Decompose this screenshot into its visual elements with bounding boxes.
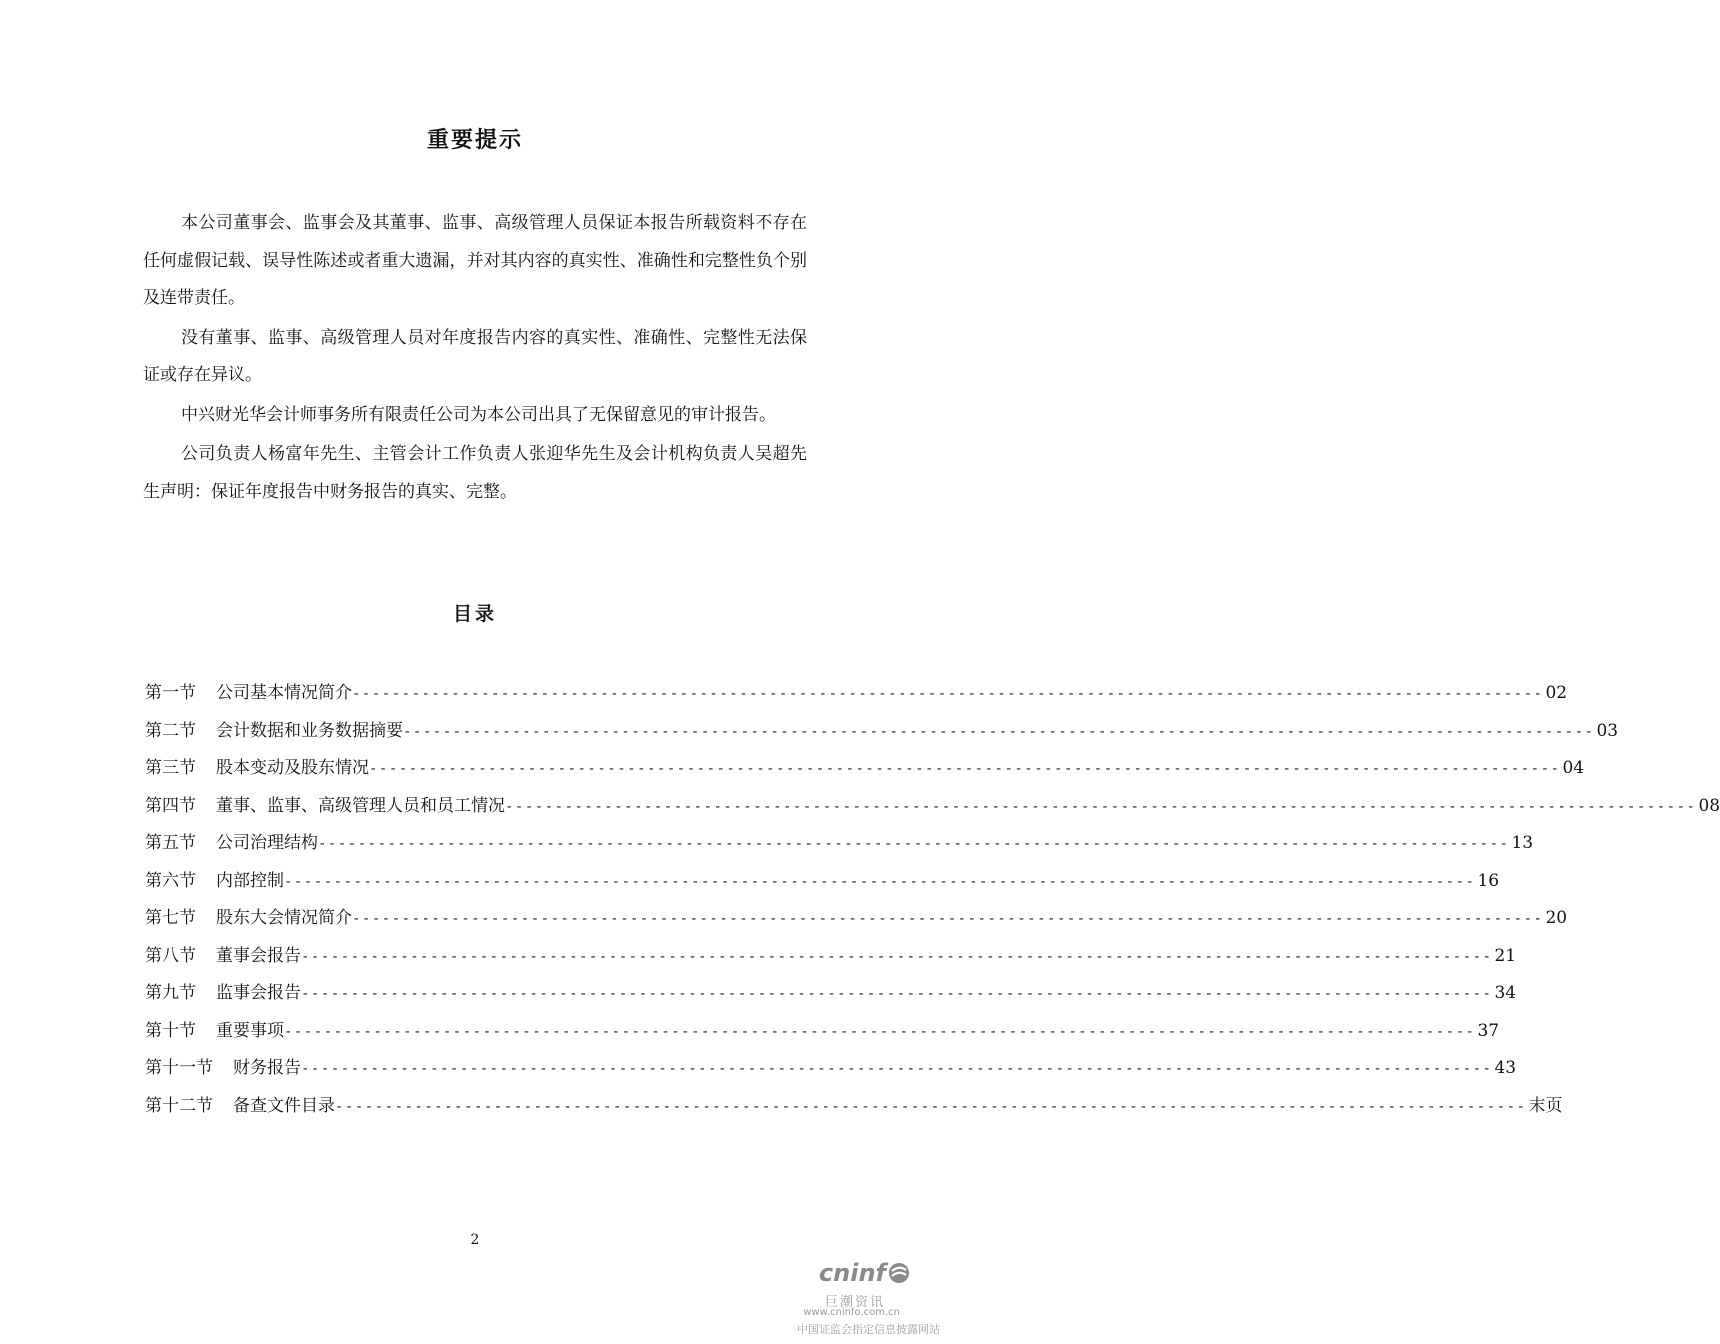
toc-section-name: 公司治理结构: [216, 833, 318, 853]
toc-page-number: 20: [1545, 908, 1568, 928]
toc-section-number: 第五节: [145, 833, 196, 853]
table-of-contents: [145, 681, 1720, 1131]
toc-section-name: 内部控制: [216, 870, 284, 891]
page-number: 2: [470, 1232, 480, 1248]
toc-page-number: 37: [1477, 1020, 1500, 1041]
toc-section-name: 会计数据和业务数据摘要: [216, 720, 403, 741]
toc-leader: ------------------------------------------------------------------------------------------------------------------------: [352, 911, 1544, 927]
toc-page-number: 04: [1562, 758, 1585, 778]
swirl-logo-icon: [888, 1262, 910, 1284]
toc-entry[interactable]: [145, 906, 1568, 944]
toc-section-name: 董事会报告: [216, 945, 301, 966]
toc-section-number: 第四节: [145, 795, 196, 816]
toc-section-name: 财务报告: [233, 1058, 301, 1078]
toc-page-number: 21: [1494, 945, 1517, 966]
toc-leader: ------------------------------------------------------------------------------------------------------------------------: [284, 873, 1476, 890]
toc-entry[interactable]: [145, 869, 1500, 907]
toc-title: 目录: [452, 603, 497, 625]
toc-section-name: 监事会报告: [216, 983, 301, 1003]
toc-section-name: 公司基本情况简介: [216, 683, 352, 703]
toc-entry[interactable]: [145, 681, 1568, 719]
watermark-url: www.cninfo.com.cn: [803, 1307, 900, 1318]
toc-entry[interactable]: [145, 794, 1720, 832]
toc-entry[interactable]: [145, 719, 1619, 757]
toc-leader: ------------------------------------------------------------------------------------------------------------------------: [335, 1098, 1527, 1115]
toc-section-name: 股东大会情况简介: [216, 908, 352, 928]
toc-entry[interactable]: [145, 831, 1534, 869]
notice-paragraph: 没有董事、监事、高级管理人员对年度报告内容的真实性、准确性、完整性无法保证或存在异议。: [143, 327, 807, 385]
toc-section-name: 股本变动及股东情况: [216, 758, 369, 778]
toc-page-number: 末页: [1528, 1095, 1563, 1116]
toc-page-number: 43: [1494, 1058, 1517, 1078]
toc-leader: ------------------------------------------------------------------------------------------------------------------------: [369, 761, 1561, 777]
toc-section-number: 第三节: [145, 758, 196, 778]
toc-page-number: 03: [1596, 720, 1619, 741]
toc-leader: ------------------------------------------------------------------------------------------------------------------------: [301, 1061, 1493, 1077]
cninfo-watermark: [770, 1255, 940, 1337]
toc-page-number: 13: [1511, 833, 1534, 853]
toc-page-number: 34: [1494, 983, 1517, 1003]
notice-body: [143, 205, 807, 513]
notice-paragraph: 本公司董事会、监事会及其董事、监事、高级管理人员保证本报告所载资料不存在任何虚假记载、误导性陈述或者重大遗漏，并对其内容的真实性、准确性和完整性负个别及连带责任。: [143, 213, 807, 308]
toc-leader: ------------------------------------------------------------------------------------------------------------------------: [301, 948, 1493, 965]
toc-section-number: 第八节: [145, 945, 196, 966]
toc-section-number: 第七节: [145, 908, 196, 928]
notice-title: 重要提示: [426, 127, 523, 153]
watermark-tagline: 中国证监会指定信息披露网站: [797, 1323, 940, 1336]
toc-entry[interactable]: [145, 1019, 1500, 1057]
toc-leader: ------------------------------------------------------------------------------------------------------------------------: [301, 986, 1493, 1002]
notice-paragraph: 公司负责人杨富年先生、主管会计工作负责人张迎华先生及会计机构负责人吴超先生声明：保证年度报告中财务报告的真实、完整。: [143, 444, 807, 502]
toc-section-number: 第十节: [145, 1020, 196, 1041]
toc-entry[interactable]: [145, 981, 1517, 1019]
logo-text: cninf: [818, 1259, 886, 1287]
toc-leader: ------------------------------------------------------------------------------------------------------------------------: [318, 836, 1510, 852]
toc-section-number: 第一节: [145, 683, 196, 703]
toc-section-number: 第十一节: [145, 1058, 213, 1078]
toc-entry[interactable]: [145, 1094, 1563, 1132]
toc-section-name: 董事、监事、高级管理人员和员工情况: [216, 795, 505, 816]
toc-section-name: 备查文件目录: [233, 1095, 335, 1116]
watermark-chinese-name: 巨潮资讯: [824, 1295, 885, 1310]
toc-leader: ------------------------------------------------------------------------------------------------------------------------: [284, 1023, 1476, 1040]
toc-section-number: 第六节: [145, 870, 196, 891]
toc-entry[interactable]: [145, 944, 1517, 982]
cninfo-logo: [819, 1259, 910, 1287]
toc-leader: ------------------------------------------------------------------------------------------------------------------------: [352, 686, 1544, 702]
toc-section-number: 第九节: [145, 983, 196, 1003]
toc-leader: ------------------------------------------------------------------------------------------------------------------------: [403, 723, 1595, 740]
toc-leader: ------------------------------------------------------------------------------------------------------------------------: [505, 798, 1697, 815]
toc-page-number: 02: [1545, 683, 1568, 703]
toc-section-name: 重要事项: [216, 1020, 284, 1041]
toc-entry[interactable]: [145, 1056, 1517, 1094]
toc-page-number: 16: [1477, 870, 1500, 891]
toc-page-number: 08: [1698, 795, 1720, 816]
toc-entry[interactable]: [145, 756, 1585, 794]
toc-section-number: 第二节: [145, 720, 196, 741]
notice-paragraph: 中兴财光华会计师事务所有限责任公司为本公司出具了无保留意见的审计报告。: [181, 404, 776, 425]
toc-section-number: 第十二节: [145, 1095, 213, 1116]
